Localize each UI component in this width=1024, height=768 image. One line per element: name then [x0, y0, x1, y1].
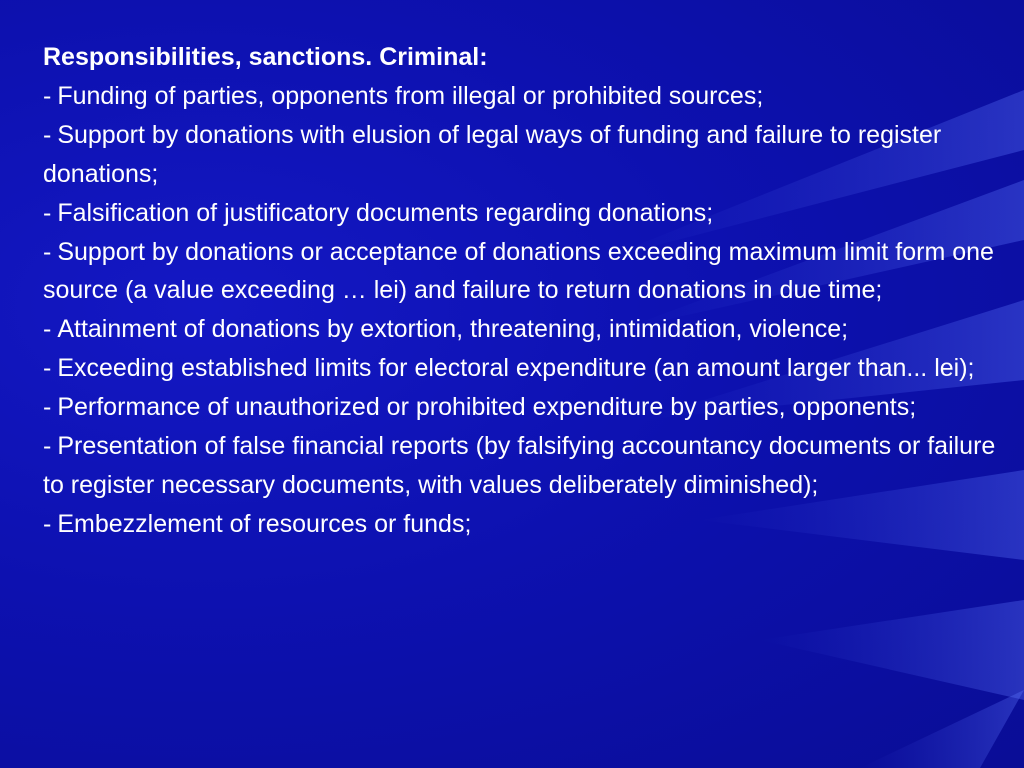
list-item [43, 116, 1018, 194]
bullet-dash: - [43, 315, 52, 344]
list-item [43, 388, 1018, 427]
bullet-dash: - [43, 354, 52, 383]
list-item [43, 427, 1018, 505]
slide-heading: Responsibilities, sanctions. Criminal: [43, 43, 488, 71]
slide-body [43, 38, 1018, 544]
bullet-dash: - [43, 237, 52, 266]
list-item-text: Support by donations with elusion of legal ways of funding and failure to register donations; [43, 120, 942, 188]
bullet-dash: - [43, 432, 52, 461]
sanctions-list [43, 77, 1018, 544]
bullet-dash: - [43, 120, 52, 149]
bullet-dash: - [43, 198, 52, 227]
list-item [43, 310, 1018, 349]
list-item-text: Presentation of false financial reports (by falsifying accountancy documents or failure to register necessary documents, with values deliberately diminished); [43, 432, 996, 499]
list-item-text: Embezzlement of resources or funds; [57, 509, 472, 538]
bullet-dash: - [43, 509, 52, 538]
list-item [43, 349, 1018, 388]
list-item-text: Support by donations or acceptance of donations exceeding maximum limit form one source (a value exceeding … lei) and failure to return donations in due time; [43, 237, 994, 305]
list-item-text: Exceeding established limits for electoral expenditure (an amount larger than... lei); [57, 354, 975, 383]
list-item-text: Falsification of justificatory documents regarding donations; [57, 198, 714, 227]
bullet-dash: - [43, 393, 52, 422]
bullet-dash: - [43, 81, 52, 110]
list-item-text: Performance of unauthorized or prohibited expenditure by parties, opponents; [57, 393, 917, 422]
list-item [43, 233, 1018, 311]
list-item-text: Attainment of donations by extortion, threatening, intimidation, violence; [57, 315, 849, 344]
list-item [43, 505, 1018, 544]
list-item-text: Funding of parties, opponents from illegal or prohibited sources; [57, 81, 764, 110]
list-item [43, 194, 1018, 233]
list-item [43, 77, 1018, 116]
